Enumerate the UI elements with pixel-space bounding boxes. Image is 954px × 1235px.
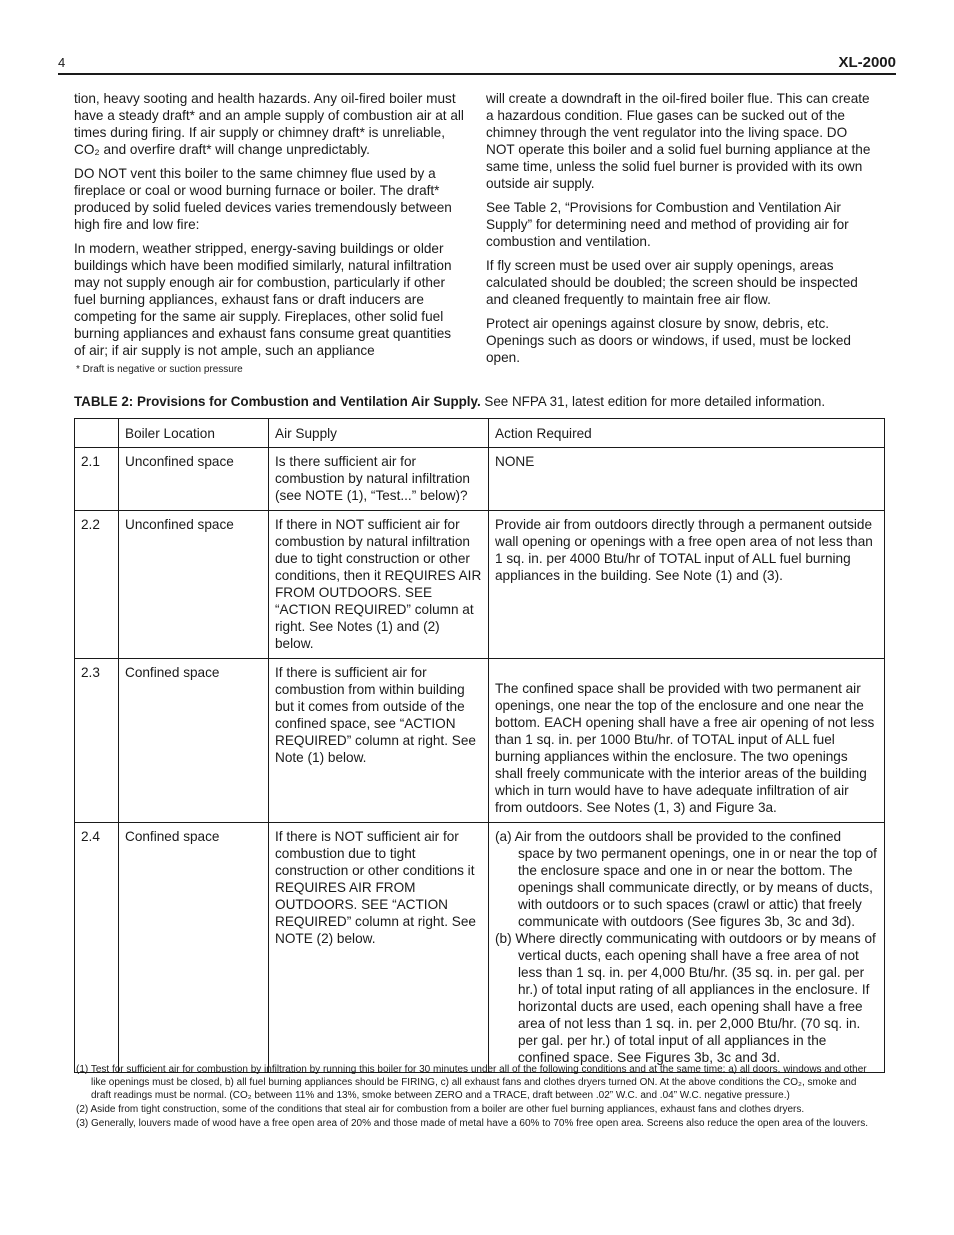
- table-note: (3) Generally, louvers made of wood have a free open area of 20% and those made of metal have a 60% to 70% free open area. Screens also reduce the open area of the louvers.: [76, 1118, 868, 1129]
- row-number: 2.1: [75, 448, 119, 511]
- action-item-b: (b) Where directly communicating with outdoors or by means of vertical ducts, each opening shall have a free area of not less than 1 sq. in. per 4,000 Btu/hr. (35 sq. in. per gal. per hr.) of total input rating of all appliances in the enclosure. If horizontal ducts are used, each opening shall have a free area of not less than 1 sq. in. per 2,000 Btu/hr. (70 sq. in. per gal. per hr.) of total input of all appliances in the confined space. See Figures 3b, 3c and 3d.: [495, 931, 876, 1065]
- paragraph: If fly screen must be used over air supply openings, areas calculated should be doubled; the screen should be inspected and cleaned frequently to maintain free air flow.: [486, 258, 858, 307]
- row-location: Unconfined space: [119, 511, 269, 659]
- table-header-row: [75, 419, 885, 448]
- row-number: 2.3: [75, 659, 119, 823]
- table-caption-title: TABLE 2: Provisions for Combustion and Ventilation Air Supply.: [74, 394, 481, 409]
- row-location: Unconfined space: [119, 448, 269, 511]
- draft-footnote: * Draft is negative or suction pressure: [76, 364, 243, 375]
- row-location: Confined space: [119, 823, 269, 1073]
- table-row: [75, 448, 885, 511]
- row-location: Confined space: [119, 659, 269, 823]
- paragraph: See Table 2, “Provisions for Combustion and Ventilation Air Supply” for determining need and method of providing air for combustion and ventilation.: [486, 200, 849, 249]
- air-supply-table: [74, 418, 885, 1073]
- paragraph: Protect air openings against closure by snow, debris, etc. Openings such as doors or windows, if used, must be locked open.: [486, 316, 851, 365]
- table-note: (2) Aside from tight construction, some of the conditions that steal air for combustion from a boiler are other fuel burning appliances, exhaust fans and clothes dryers.: [76, 1104, 805, 1115]
- row-action: Provide air from outdoors directly through a permanent outside wall opening or openings with a free open area of not less than 1 sq. in. per 4000 Btu/hr of TOTAL input of ALL fuel burning appliances in the building. See Note (1) and (3).: [489, 511, 885, 659]
- row-air-supply: If there in NOT sufficient air for combustion by natural infiltration due to tight construction or other conditions, then it REQUIRES AIR FROM OUTDOORS. SEE “ACTION REQUIRED” column at right. See Notes (1) and (2) below.: [269, 511, 489, 659]
- paragraph: DO NOT vent this boiler to the same chimney flue used by a fireplace or coal or wood burning furnace or boiler. The draft* produced by solid fueled devices varies tremendously between high fire and low fire:: [74, 166, 452, 232]
- table-row: [75, 511, 885, 659]
- header-air-supply: Air Supply: [269, 419, 489, 448]
- table-note: (1) Test for sufficient air for combustion by infiltration by running this boiler for 30 minutes under all of the following conditions and at the same time: a) all doors, windows and other like openings must be closed, b) all fuel burning appliances should be FIRING, c) all exhaust fans and clothes dryers turned ON. At the above conditions the CO₂, smoke and draft readings must be normal. (CO₂ between 11% and 13%, smoke between ZERO and a TRACE, draft between .02” W.C. and .04” W.C. negative pressure.): [76, 1064, 867, 1101]
- table-row: [75, 659, 885, 823]
- row-air-supply: If there is NOT sufficient air for combustion due to tight construction or other conditions it REQUIRES AIR FROM OUTDOORS. SEE “ACTION REQUIRED” column at right. See NOTE (2) below.: [269, 823, 489, 1073]
- page-number: 4: [58, 55, 66, 70]
- header-rule: [58, 73, 896, 75]
- action-item-a: (a) Air from the outdoors shall be provided to the confined space by two permanent openings, one in or near the top of the enclosure space and one in or near the bottom. The openings shall communicate directly, or by means of ducts, with outdoors or to such spaces (crawl or attic) that freely communicate with outdoors (See figures 3b, 3c and 3d).: [495, 829, 877, 929]
- table-caption-text: See NFPA 31, latest edition for more detailed information.: [480, 394, 826, 409]
- header-number: [75, 419, 119, 448]
- row-action: [489, 823, 885, 1073]
- row-air-supply: If there is sufficient air for combustion from within building but it comes from outside of the confined space, see “ACTION REQUIRED” column at right. See Note (1) below.: [269, 659, 489, 823]
- left-column: [74, 90, 464, 366]
- table-caption: [74, 394, 825, 409]
- row-number: 2.2: [75, 511, 119, 659]
- right-column: [486, 90, 876, 373]
- header-boiler-location: Boiler Location: [119, 419, 269, 448]
- paragraph: In modern, weather stripped, energy-saving buildings or older buildings which have been modified similarly, natural infiltration may not supply enough air for combustion, particularly if other fuel burning appliances, exhaust fans or draft inducers are competing for the same air supply. Fireplaces, other solid fuel burning appliances and exhaust fans consume great quantities of air; if air supply is not ample, such an appliance: [74, 241, 452, 358]
- header-action-required: Action Required: [489, 419, 885, 448]
- paragraph: tion, heavy sooting and health hazards. Any oil-fired boiler must have a steady draft* and an ample supply of combustion air at all times during firing. If air supply or chimney draft* is unreliable, CO₂ and overfire draft* will change unpredictably.: [74, 91, 464, 157]
- row-number: 2.4: [75, 823, 119, 1073]
- model-title: XL-2000: [838, 54, 896, 71]
- paragraph: will create a downdraft in the oil-fired boiler flue. This can create a hazardous condition. Flue gases can be sucked out of the chimney through the vent regulator into the living space. DO NOT operate this boiler and a solid fuel burning appliance at the same time, unless the solid fuel burner is provided with its own outside air supply.: [486, 91, 871, 191]
- row-action-text: The confined space shall be provided with two permanent air openings, one near the top of the enclosure and one near the bottom. EACH opening shall have a free air opening of not less than 1 sq. in. per 1000 Btu/hr. of TOTAL input of ALL fuel burning appliances within the enclosure. The two openings shall freely communicate with the interior areas of the building which in turn would have to have adequate infiltration of air from outdoors. See Notes (1, 3) and Figure 3a.: [495, 681, 875, 815]
- table-notes: [76, 1063, 878, 1131]
- table-row: [75, 823, 885, 1073]
- row-air-supply: Is there sufficient air for combustion by natural infiltration (see NOTE (1), “Test...” below)?: [269, 448, 489, 511]
- row-action: NONE: [489, 448, 885, 511]
- row-action: [489, 659, 885, 823]
